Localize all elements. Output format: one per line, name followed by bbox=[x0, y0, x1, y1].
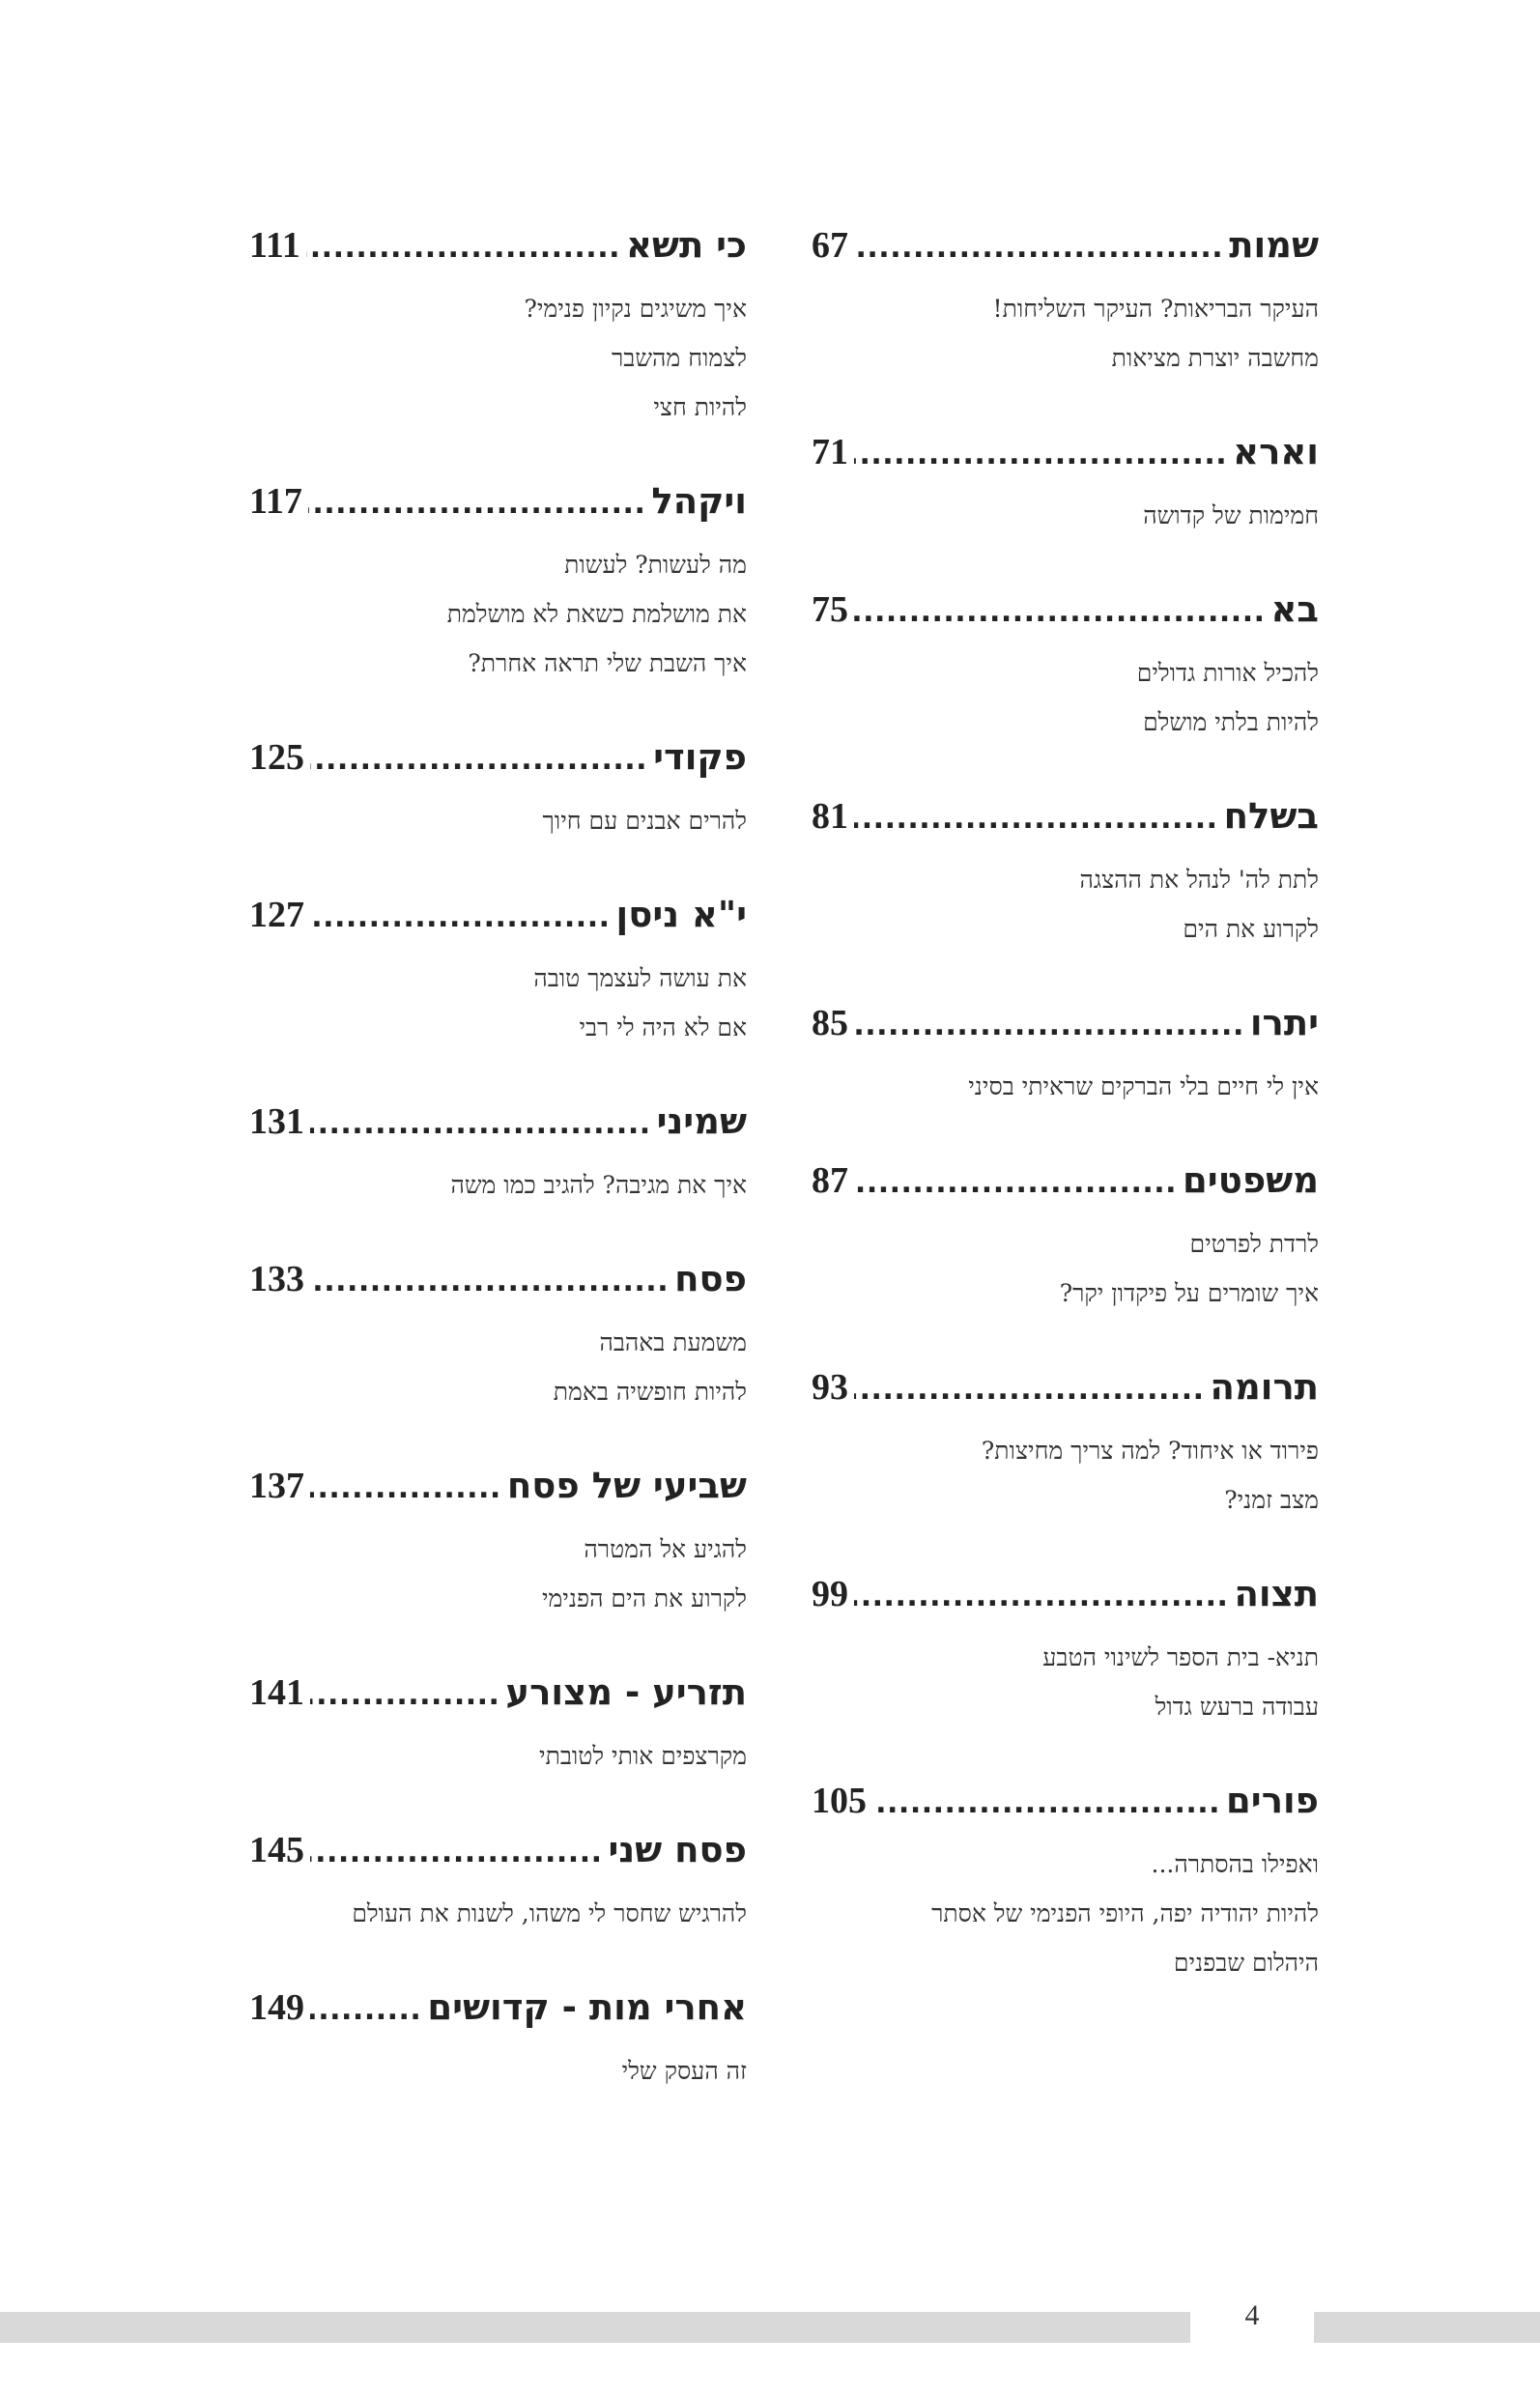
toc-entry-page-number: 149 bbox=[249, 1987, 304, 2028]
toc-entry-page-number: 131 bbox=[249, 1101, 304, 1142]
toc-entry-page-number: 99 bbox=[812, 1574, 848, 1614]
toc-left-column bbox=[249, 224, 747, 2144]
toc-dot-leader bbox=[854, 438, 1227, 471]
toc-entry-subtitle: העיקר הבריאות? העיקר השליחות! bbox=[992, 295, 1319, 323]
toc-entry-subtitle: איך השבת שלי תראה אחרת? bbox=[468, 649, 747, 677]
toc-entry-title: כי תשא bbox=[625, 224, 747, 266]
toc-entry-heading bbox=[812, 1366, 1319, 1426]
toc-entry-heading bbox=[249, 1671, 747, 1731]
toc-entry-title: תרומה bbox=[1210, 1366, 1319, 1408]
toc-entry-page-number: 67 bbox=[812, 225, 848, 266]
toc-entry-title: פורים bbox=[1226, 1780, 1319, 1821]
toc-entry-subtitle: איך משיגים נקיון פנימי? bbox=[524, 295, 747, 323]
toc-entry-title: יתרו bbox=[1249, 1002, 1319, 1043]
toc-dot-leader bbox=[854, 231, 1223, 265]
toc-dot-leader bbox=[310, 1678, 499, 1712]
toc-entry-title: פסח bbox=[674, 1258, 747, 1299]
toc-entry-subtitle: להיות בלתי מושלם bbox=[1143, 708, 1319, 736]
toc-entry bbox=[812, 1366, 1319, 1525]
toc-dot-leader bbox=[310, 743, 647, 777]
toc-entry-subtitle: חמימות של קדושה bbox=[1143, 501, 1319, 529]
toc-entry-subtitle: מה לעשות? לעשות bbox=[564, 551, 747, 579]
toc-entry-subtitle: להיות חצי bbox=[653, 393, 747, 421]
toc-entry-heading bbox=[812, 795, 1319, 855]
toc-entry-subtitle: אין לי חיים בלי הברקים שראיתי בסיני bbox=[968, 1072, 1319, 1100]
toc-entry-page-number: 137 bbox=[249, 1466, 304, 1506]
toc-entry-title: י"א ניסן bbox=[615, 894, 747, 935]
toc-entry-subtitle: להרגיש שחסר לי משהו, לשנות את העולם bbox=[352, 1899, 747, 1927]
toc-entry-heading bbox=[249, 224, 747, 284]
toc-entry-heading bbox=[812, 1780, 1319, 1840]
toc-entry bbox=[249, 1258, 747, 1416]
toc-entry-page-number: 145 bbox=[249, 1830, 304, 1870]
toc-entry-title: תזריע - מצורע bbox=[505, 1671, 747, 1713]
toc-dot-leader bbox=[854, 1373, 1205, 1407]
toc-dot-leader bbox=[854, 595, 1265, 629]
toc-dot-leader bbox=[310, 1265, 669, 1298]
toc-entry-heading bbox=[249, 1829, 747, 1889]
toc-entry bbox=[812, 795, 1319, 954]
toc-entry-page-number: 75 bbox=[812, 589, 848, 630]
toc-entry-subtitle: לקרוע את הים bbox=[1183, 915, 1319, 943]
toc-entry-heading bbox=[249, 1100, 747, 1160]
toc-entry-title: אחרי מות - קדושים bbox=[427, 1986, 747, 2028]
toc-entry-title: פקודי bbox=[653, 736, 747, 778]
toc-entry bbox=[249, 480, 747, 688]
toc-entry-title: שמיני bbox=[656, 1100, 747, 1142]
toc-entry bbox=[812, 1573, 1319, 1731]
toc-entry-page-number: 125 bbox=[249, 737, 304, 778]
toc-entry bbox=[812, 431, 1319, 540]
toc-entry-subtitle: להגיע אל המטרה bbox=[584, 1535, 747, 1563]
toc-entry-heading bbox=[249, 894, 747, 954]
toc-entry-title: תצוה bbox=[1234, 1573, 1319, 1614]
toc-entry-heading bbox=[812, 588, 1319, 648]
toc-entry-page-number: 85 bbox=[812, 1003, 848, 1043]
toc-entry-page-number: 81 bbox=[812, 796, 848, 837]
toc-entry-subtitle: אם לא היה לי רבי bbox=[579, 1013, 747, 1041]
toc-entry-subtitle: משמעת באהבה bbox=[599, 1328, 747, 1356]
toc-dot-leader bbox=[310, 1471, 501, 1505]
toc-entry bbox=[812, 224, 1319, 383]
toc-entry-title: שמות bbox=[1229, 224, 1319, 266]
toc-entry-subtitle: לתת לה' לנהל את ההצגה bbox=[1079, 866, 1319, 894]
toc-entry bbox=[249, 1671, 747, 1781]
toc-entry bbox=[249, 1829, 747, 1938]
footer-bar-left bbox=[0, 2312, 1190, 2343]
toc-dot-leader bbox=[310, 900, 611, 934]
toc-entry-title: בא bbox=[1270, 588, 1319, 630]
toc-entry-title: פסח שני bbox=[608, 1829, 747, 1870]
toc-entry-subtitle: איך שומרים על פיקדון יקר? bbox=[1059, 1279, 1319, 1307]
toc-entry bbox=[812, 1159, 1319, 1318]
toc-entry-subtitle: לרדת לפרטים bbox=[1189, 1230, 1319, 1258]
toc-entry bbox=[812, 1780, 1319, 1987]
toc-entry-page-number: 105 bbox=[812, 1781, 867, 1821]
toc-dot-leader bbox=[854, 1580, 1228, 1613]
toc-entry-page-number: 133 bbox=[249, 1259, 304, 1299]
toc-entry-subtitle: להכיל אורות גדולים bbox=[1136, 659, 1319, 687]
toc-entry bbox=[812, 588, 1319, 747]
toc-entry-subtitle: לקרוע את הים הפנימי bbox=[541, 1584, 747, 1612]
toc-entry-subtitle: להיות חופשיה באמת bbox=[553, 1378, 747, 1406]
toc-entry-subtitle: פירוד או איחוד? למה צריך מחיצות? bbox=[981, 1437, 1319, 1465]
toc-entry-heading bbox=[812, 1159, 1319, 1219]
toc-entry-heading bbox=[249, 1986, 747, 2046]
footer-bar-right bbox=[1314, 2312, 1540, 2343]
toc-entry-subtitle: עבודה ברעש גדול bbox=[1155, 1693, 1319, 1721]
toc-entry-title: משפטים bbox=[1183, 1159, 1319, 1201]
toc-right-column bbox=[812, 224, 1319, 2036]
toc-entry-heading bbox=[812, 431, 1319, 491]
toc-entry-title: בשלח bbox=[1223, 795, 1319, 837]
toc-entry-heading bbox=[812, 1002, 1319, 1062]
toc-entry-page-number: 71 bbox=[812, 432, 848, 472]
toc-dot-leader bbox=[310, 1107, 651, 1141]
toc-entry-title: שביעי של פסח bbox=[506, 1465, 747, 1506]
toc-entry bbox=[249, 894, 747, 1052]
toc-entry-subtitle: איך את מגיבה? להגיב כמו משה bbox=[450, 1171, 747, 1199]
toc-entry-page-number: 111 bbox=[249, 225, 300, 266]
toc-entry-subtitle: ואפילו בהסתרה... bbox=[1151, 1850, 1319, 1878]
toc-entry-subtitle: את מושלמת כשאת לא מושלמת bbox=[446, 600, 747, 628]
toc-entry-subtitle: מקרצפים אותי לטובתי bbox=[539, 1742, 747, 1770]
toc-entry-subtitle: זה העסק שלי bbox=[621, 2057, 747, 2085]
toc-entry-page-number: 93 bbox=[812, 1367, 848, 1408]
toc-dot-leader bbox=[306, 231, 620, 265]
toc-entry-page-number: 127 bbox=[249, 895, 304, 935]
toc-entry-heading bbox=[249, 736, 747, 796]
toc-dot-leader bbox=[854, 1009, 1244, 1042]
toc-entry-page-number: 87 bbox=[812, 1160, 848, 1201]
toc-entry-heading bbox=[249, 1465, 747, 1525]
toc-dot-leader bbox=[854, 802, 1218, 836]
toc-dot-leader bbox=[854, 1166, 1177, 1200]
toc-entry-title: וארא bbox=[1233, 431, 1319, 472]
toc-entry-heading bbox=[249, 480, 747, 540]
toc-entry bbox=[249, 224, 747, 432]
toc-entry-subtitle: לצמוח מהשבר bbox=[612, 344, 747, 372]
toc-entry-heading bbox=[812, 1573, 1319, 1633]
toc-dot-leader bbox=[872, 1786, 1220, 1820]
toc-entry bbox=[249, 1100, 747, 1210]
toc-entry-subtitle: היהלום שבפנים bbox=[1173, 1949, 1319, 1977]
toc-entry-title: ויקהל bbox=[651, 480, 747, 522]
toc-dot-leader bbox=[310, 1836, 602, 1869]
toc-entry bbox=[249, 736, 747, 845]
toc-entry-subtitle: להרים אבנים עם חיוך bbox=[542, 807, 747, 835]
page-number: 4 bbox=[1244, 2299, 1260, 2331]
toc-entry-heading bbox=[249, 1258, 747, 1318]
toc-entry-subtitle: להיות יהודיה יפה, היופי הפנימי של אסתר bbox=[931, 1899, 1319, 1927]
toc-entry bbox=[812, 1002, 1319, 1111]
toc-entry bbox=[249, 1465, 747, 1623]
toc-entry-subtitle: תניא- בית הספר לשינוי הטבע bbox=[1042, 1643, 1319, 1671]
toc-entry-page-number: 117 bbox=[249, 481, 302, 522]
toc-dot-leader bbox=[310, 1993, 421, 2027]
toc-entry-page-number: 141 bbox=[249, 1672, 304, 1713]
toc-dot-leader bbox=[308, 487, 645, 521]
toc-entry bbox=[249, 1986, 747, 2096]
toc-entry-subtitle: מצב זמני? bbox=[1224, 1486, 1319, 1514]
toc-entry-heading bbox=[812, 224, 1319, 284]
toc-entry-subtitle: מחשבה יוצרת מציאות bbox=[1111, 344, 1319, 372]
toc-entry-subtitle: את עושה לעצמך טובה bbox=[533, 964, 747, 992]
